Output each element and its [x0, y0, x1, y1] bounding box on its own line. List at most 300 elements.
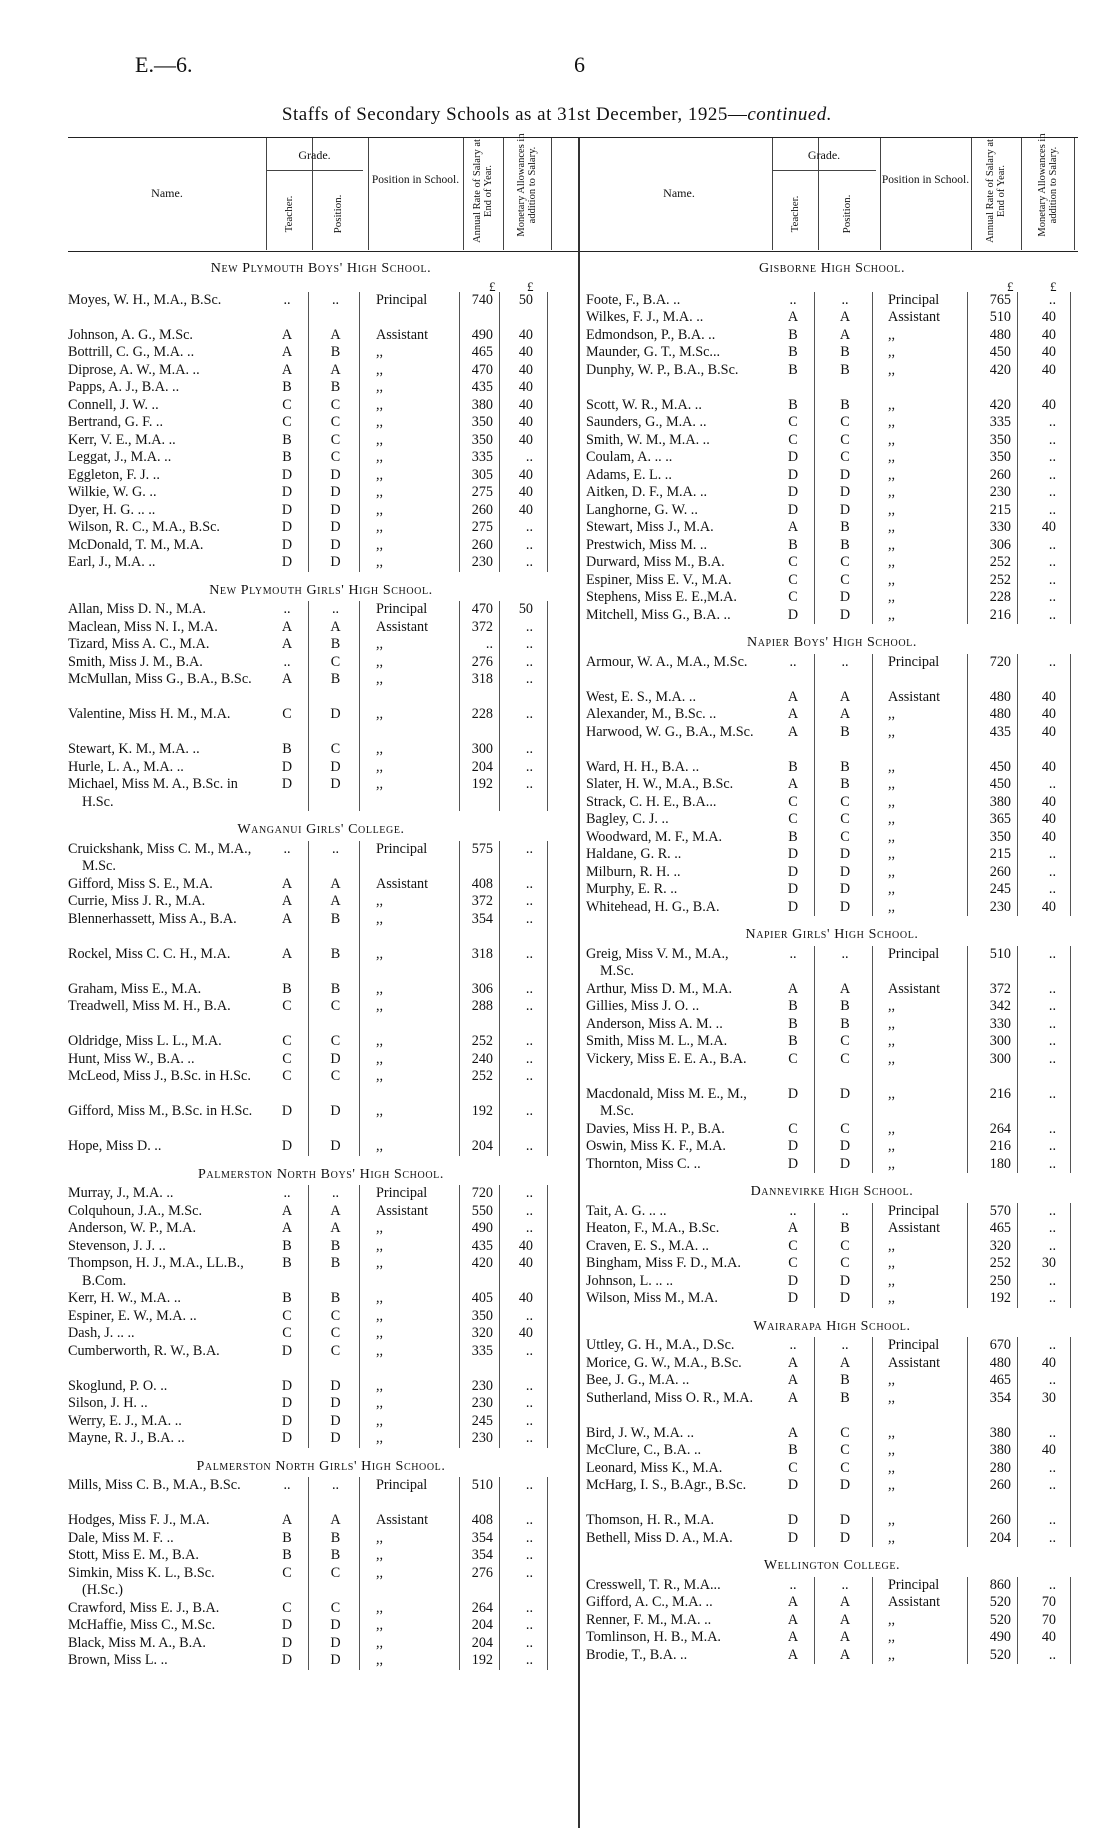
annual-salary: 300: [471, 741, 493, 757]
position-grade: D: [330, 1050, 341, 1067]
annual-salary: 252: [989, 1255, 1011, 1271]
position-grade: B: [840, 776, 850, 792]
staff-name: Mayne, R. J., B.A. ..: [68, 1430, 185, 1446]
annual-salary: 320: [989, 1237, 1011, 1254]
school-name: Wairarapa High School.: [753, 1318, 911, 1334]
right-header-divider: [971, 138, 972, 250]
school-position: ,,: [888, 846, 896, 862]
annual-salary: 252: [471, 1033, 493, 1049]
annual-salary: 204: [471, 1138, 493, 1154]
annual-salary: 306: [471, 980, 493, 997]
school-position: Assistant: [888, 980, 941, 997]
staff-row: [586, 1337, 1078, 1355]
position-grade: ..: [841, 1202, 849, 1219]
staff-row: [586, 654, 1078, 689]
position-grade: C: [330, 1033, 341, 1049]
staff-row: [586, 1086, 1078, 1121]
position-grade: B: [840, 1220, 850, 1236]
staff-name: Hurle, L. A., M.A. ..: [68, 758, 184, 775]
position-grade: C: [330, 741, 341, 757]
staff-name: Harwood, W. G., B.A., M.Sc.: [586, 723, 754, 740]
staff-name: Arthur, Miss D. M., M.A.: [586, 980, 733, 997]
monetary-allowance: 40: [1041, 706, 1056, 722]
position-grade: ..: [841, 1337, 849, 1353]
monetary-allowance: ..: [525, 998, 533, 1014]
school-position: ,,: [376, 1412, 384, 1429]
school-position: ,,: [888, 793, 896, 810]
teacher-grade: ..: [789, 653, 797, 670]
staff-row: [68, 1652, 574, 1670]
staff-name: Vickery, Miss E. E. A., B.A.: [586, 1050, 747, 1067]
staff-row: [68, 1185, 574, 1203]
position-grade: C: [840, 828, 850, 845]
teacher-grade: A: [281, 326, 293, 343]
school-name: Wanganui Girls' College.: [237, 822, 405, 837]
position-grade: D: [330, 519, 341, 535]
staff-name: Tait, A. G. .. ..: [586, 1202, 667, 1219]
school-position: ,,: [376, 910, 384, 927]
monetary-allowance: 40: [1041, 344, 1056, 360]
school-position: ,,: [888, 431, 896, 448]
monetary-allowance: 70: [1041, 1611, 1056, 1628]
teacher-grade: D: [787, 863, 799, 880]
position-grade: D: [330, 1138, 341, 1154]
annual-salary: 260: [989, 1512, 1011, 1528]
teacher-grade: D: [787, 1477, 799, 1493]
teacher-grade: ..: [283, 653, 291, 670]
left-allowance-header: Monetary Allowances in addition to Salary.: [516, 133, 538, 237]
staff-name: Skoglund, P. O. ..: [68, 1377, 168, 1394]
staff-row: [68, 344, 574, 362]
monetary-allowance: ..: [525, 840, 533, 857]
teacher-grade: B: [282, 1255, 292, 1271]
school-position: ,,: [376, 636, 384, 652]
annual-salary: 245: [471, 1412, 493, 1429]
staff-name: Michael, Miss M. A., B.Sc. in H.Sc.: [68, 776, 238, 810]
staff-row: [586, 899, 1078, 917]
school-position: ,,: [376, 554, 384, 570]
monetary-allowance: 40: [1041, 1442, 1056, 1458]
annual-salary: 570: [989, 1202, 1011, 1219]
teacher-grade: A: [787, 1389, 799, 1406]
annual-salary: 204: [989, 1529, 1011, 1546]
staff-row: [586, 292, 1078, 310]
school-position: ,,: [888, 361, 896, 378]
left-header-divider: [503, 138, 504, 250]
monetary-allowance: ..: [1048, 653, 1056, 670]
annual-salary: 335: [471, 449, 493, 465]
teacher-grade: D: [787, 449, 799, 465]
staff-row: [68, 484, 574, 502]
monetary-allowance: ..: [1048, 1050, 1056, 1067]
staff-row: [68, 1051, 574, 1069]
teacher-grade: D: [787, 1290, 799, 1306]
annual-salary: 720: [471, 1185, 493, 1201]
right-school-section: [586, 624, 1078, 916]
position-grade: B: [330, 1237, 341, 1254]
monetary-allowance: ..: [525, 893, 533, 909]
school-position: ,,: [888, 1389, 896, 1406]
school-position: ,,: [376, 980, 384, 997]
school-name: New Plymouth Boys' High School.: [210, 261, 432, 276]
annual-salary: 465: [471, 344, 493, 360]
staff-row: [586, 1460, 1078, 1478]
staff-name: Prestwich, Miss M. ..: [586, 536, 707, 553]
staff-name: Earl, J., M.A. ..: [68, 554, 156, 570]
staff-name: Bottrill, C. G., M.A. ..: [68, 344, 195, 360]
staff-name: Connell, J. W. ..: [68, 396, 159, 413]
school-position: ,,: [376, 671, 384, 687]
staff-row: [586, 1355, 1078, 1373]
position-grade: ..: [841, 945, 849, 962]
monetary-allowance: ..: [1048, 431, 1056, 448]
monetary-allowance: ..: [525, 875, 533, 892]
annual-salary: 480: [989, 706, 1011, 722]
staff-row: [68, 706, 574, 741]
monetary-allowance: ..: [1048, 1372, 1056, 1388]
monetary-allowance: ..: [525, 449, 533, 465]
position-grade: D: [839, 1477, 851, 1493]
annual-salary: 264: [471, 1599, 493, 1616]
staff-row: [586, 706, 1078, 724]
teacher-grade: A: [787, 1354, 799, 1371]
monetary-allowance: 40: [1041, 758, 1056, 775]
staff-row: [68, 601, 574, 619]
staff-name: West, E. S., M.A. ..: [586, 688, 696, 705]
teacher-grade: D: [281, 1395, 293, 1411]
annual-salary: 520: [989, 1611, 1011, 1628]
position-grade: B: [840, 361, 850, 378]
staff-name: McMullan, Miss G., B.A., B.Sc.: [68, 671, 252, 687]
staff-row: [586, 344, 1078, 362]
staff-row: [586, 1612, 1078, 1630]
school-position: ,,: [376, 1547, 384, 1563]
staff-name: Bertrand, G. F. ..: [68, 414, 164, 430]
staff-row: [68, 1635, 574, 1653]
school-position: ,,: [376, 758, 384, 775]
staff-name: Greig, Miss V. M., M.A., M.Sc.: [586, 945, 729, 979]
staff-name: Strack, C. H. E., B.A...: [586, 793, 717, 810]
position-grade: D: [330, 484, 341, 500]
staff-name: Coulam, A. .. ..: [586, 449, 673, 465]
staff-name: Haldane, G. R. ..: [586, 846, 682, 862]
annual-salary: 215: [989, 846, 1011, 862]
staff-row: [586, 1273, 1078, 1291]
teacher-grade: B: [282, 980, 292, 997]
teacher-grade: C: [788, 1237, 798, 1254]
position-grade: ..: [841, 1576, 849, 1593]
monetary-allowance: ..: [1048, 291, 1056, 308]
position-grade: C: [330, 1599, 341, 1616]
staff-row: [68, 467, 574, 485]
position-grade: B: [330, 980, 341, 997]
annual-salary: 354: [471, 1547, 493, 1563]
monetary-allowance: 40: [1041, 1354, 1056, 1371]
school-position: ,,: [376, 1103, 384, 1119]
position-grade: C: [840, 414, 850, 430]
monetary-allowance: ..: [1048, 945, 1056, 962]
annual-salary: 275: [471, 519, 493, 535]
school-position: Assistant: [376, 875, 429, 892]
school-position: ,,: [888, 1424, 896, 1441]
staff-row: [586, 1425, 1078, 1443]
annual-salary: 228: [989, 589, 1011, 605]
position-grade: D: [330, 1377, 341, 1394]
annual-salary: 252: [989, 571, 1011, 588]
staff-name: Tomlinson, H. B., M.A.: [586, 1629, 721, 1645]
annual-salary: 180: [989, 1155, 1011, 1172]
monetary-allowance: ..: [1048, 863, 1056, 880]
position-grade: D: [839, 501, 851, 518]
right-section-body: [586, 292, 1078, 625]
school-position: Assistant: [376, 1202, 429, 1219]
teacher-grade: D: [281, 1412, 293, 1429]
teacher-grade: D: [281, 1617, 293, 1633]
left-position-in-school-header: Position in School.: [371, 174, 460, 186]
annual-salary: 350: [989, 449, 1011, 465]
position-grade: B: [330, 344, 341, 360]
staff-name: Colquhoun, J.A., M.Sc.: [68, 1202, 203, 1219]
teacher-grade: A: [787, 519, 799, 535]
staff-name: Bingham, Miss F. D., M.A.: [586, 1255, 741, 1271]
left-position-header: Position.: [331, 194, 344, 234]
staff-row: [586, 1647, 1078, 1665]
position-grade: D: [839, 1155, 851, 1172]
staff-row: [68, 379, 574, 397]
teacher-grade: B: [282, 1290, 292, 1306]
staff-name: Maclean, Miss N. I., M.A.: [68, 618, 218, 635]
monetary-allowance: ..: [525, 1395, 533, 1411]
staff-name: Johnson, L. .. ..: [586, 1272, 674, 1289]
staff-name: McHaffie, Miss C., M.Sc.: [68, 1617, 216, 1633]
teacher-grade: A: [281, 910, 293, 927]
position-grade: D: [839, 484, 851, 500]
staff-row: [586, 1594, 1078, 1612]
school-position: ,,: [376, 945, 384, 962]
monetary-allowance: ..: [525, 1033, 533, 1049]
position-grade: C: [840, 1459, 850, 1476]
position-grade: D: [839, 1272, 851, 1289]
annual-salary: 204: [471, 1617, 493, 1633]
staff-row: [68, 554, 574, 572]
position-grade: A: [330, 1202, 341, 1219]
annual-salary: 510: [989, 309, 1011, 325]
annual-salary: 372: [471, 893, 493, 909]
monetary-allowance: ..: [525, 1068, 533, 1084]
title-continued: continued.: [747, 104, 833, 125]
monetary-allowance: ..: [1048, 1120, 1056, 1137]
staff-row: [68, 1600, 574, 1618]
staff-name: Wilkes, F. J., M.A. ..: [586, 309, 704, 325]
staff-row: [68, 1617, 574, 1635]
position-grade: C: [330, 1307, 341, 1324]
staff-row: [68, 1530, 574, 1548]
teacher-grade: D: [281, 776, 293, 792]
staff-name: Stevenson, J. J. ..: [68, 1237, 166, 1254]
annual-salary: 480: [989, 1354, 1011, 1371]
position-grade: C: [330, 1068, 341, 1084]
staff-name: Ward, H. H., B.A. ..: [586, 758, 700, 775]
position-grade: D: [839, 606, 851, 623]
teacher-grade: C: [788, 554, 798, 570]
annual-salary: 408: [471, 1512, 493, 1528]
monetary-allowance: ..: [525, 1547, 533, 1563]
staff-name: Oswin, Miss K. F., M.A.: [586, 1138, 726, 1154]
annual-salary: 192: [471, 776, 493, 792]
monetary-allowance: ..: [525, 1342, 533, 1359]
annual-salary: 354: [471, 910, 493, 927]
annual-salary: 480: [989, 688, 1011, 705]
staff-row: [586, 309, 1078, 327]
monetary-allowance: ..: [1048, 1202, 1056, 1219]
teacher-grade: D: [281, 1342, 293, 1359]
annual-salary: 450: [989, 344, 1011, 360]
position-grade: A: [330, 1220, 341, 1236]
staff-name: McLeod, Miss J., B.Sc. in H.Sc.: [68, 1068, 251, 1084]
school-position: ,,: [888, 536, 896, 553]
left-school-section: [68, 1448, 574, 1670]
school-position: ,,: [888, 776, 896, 792]
staff-row: [68, 1343, 574, 1378]
left-column: [68, 133, 574, 1670]
staff-row: [586, 981, 1078, 999]
position-grade: C: [840, 1033, 850, 1049]
staff-row: [586, 689, 1078, 707]
page-title: [0, 104, 1114, 126]
monetary-allowance: ..: [1048, 1576, 1056, 1593]
teacher-grade: C: [282, 1599, 292, 1616]
annual-salary: 230: [471, 1430, 493, 1446]
monetary-allowance: ..: [1048, 1220, 1056, 1236]
school-position: ,,: [888, 1015, 896, 1032]
teacher-grade: C: [282, 998, 292, 1014]
staff-name: Smith, Miss M. L., M.A.: [586, 1033, 728, 1049]
school-position: Principal: [376, 840, 428, 857]
monetary-allowance: ..: [1048, 1085, 1056, 1102]
monetary-allowance: ..: [525, 1103, 533, 1119]
left-name-header: Name.: [151, 186, 183, 200]
school-position: ,,: [888, 1050, 896, 1067]
staff-row: [68, 1220, 574, 1238]
staff-name: Leonard, Miss K., M.A.: [586, 1459, 723, 1476]
position-grade: C: [330, 431, 341, 448]
school-position: ,,: [888, 554, 896, 570]
staff-name: Dash, J. .. ..: [68, 1325, 135, 1341]
school-position: Principal: [376, 1185, 428, 1201]
position-grade: C: [330, 414, 341, 430]
school-position: Principal: [888, 1202, 940, 1219]
annual-salary: 350: [989, 828, 1011, 845]
teacher-grade: A: [787, 706, 799, 722]
position-grade: B: [840, 536, 850, 553]
school-position: ,,: [376, 484, 384, 500]
monetary-allowance: ..: [525, 1138, 533, 1154]
annual-salary: 465: [989, 1372, 1011, 1388]
teacher-grade: C: [788, 811, 798, 827]
monetary-allowance: ..: [1048, 1272, 1056, 1289]
school-position: ,,: [888, 706, 896, 722]
monetary-allowance: ..: [1048, 466, 1056, 483]
monetary-allowance: ..: [1048, 414, 1056, 430]
teacher-grade: D: [281, 501, 293, 518]
staff-row: [68, 1238, 574, 1256]
staff-row: [68, 414, 574, 432]
monetary-allowance: ..: [525, 1050, 533, 1067]
staff-name: Gillies, Miss J. O. ..: [586, 998, 700, 1014]
staff-name: Kerr, V. E., M.A. ..: [68, 431, 176, 448]
monetary-allowance: 40: [518, 344, 533, 360]
staff-name: Davies, Miss H. P., B.A.: [586, 1120, 725, 1137]
teacher-grade: C: [282, 706, 292, 722]
school-position: ,,: [376, 449, 384, 465]
left-header-divider: [551, 138, 552, 250]
teacher-grade: C: [282, 1325, 292, 1341]
school-position: ,,: [888, 1290, 896, 1306]
currency-units-row: [586, 278, 1078, 292]
staff-name: Slater, H. W., M.A., B.Sc.: [586, 776, 734, 792]
teacher-grade: A: [281, 893, 293, 909]
staff-name: Bee, J. G., M.A. ..: [586, 1372, 690, 1388]
monetary-allowance: 40: [518, 414, 533, 430]
teacher-grade: D: [281, 1634, 293, 1651]
staff-row: [68, 519, 574, 537]
allowance-unit: £: [1050, 278, 1057, 294]
monetary-allowance: ..: [1048, 1138, 1056, 1154]
position-grade: C: [330, 449, 341, 465]
school-position: Assistant: [888, 688, 941, 705]
position-grade: D: [330, 1634, 341, 1651]
school-position: Assistant: [888, 1354, 941, 1371]
annual-salary: 320: [471, 1325, 493, 1341]
monetary-allowance: ..: [1048, 998, 1056, 1014]
staff-name: Saunders, G., M.A. ..: [586, 414, 707, 430]
teacher-grade: A: [281, 636, 293, 652]
teacher-grade: A: [787, 1424, 799, 1441]
monetary-allowance: ..: [525, 1617, 533, 1633]
annual-salary: 264: [989, 1120, 1011, 1137]
annual-salary: 276: [471, 1564, 493, 1581]
staff-name: Gifford, Miss M., B.Sc. in H.Sc.: [68, 1103, 253, 1119]
staff-row: [586, 1033, 1078, 1051]
teacher-grade: C: [282, 1307, 292, 1324]
monetary-allowance: ..: [1048, 1477, 1056, 1493]
school-position: ,,: [376, 1068, 384, 1084]
teacher-grade: D: [281, 536, 293, 553]
monetary-allowance: 40: [518, 396, 533, 413]
position-grade: C: [840, 449, 850, 465]
staff-name: Anderson, Miss A. M. ..: [586, 1015, 723, 1032]
monetary-allowance: 40: [1041, 309, 1056, 325]
right-section-body: [586, 946, 1078, 1174]
staff-name: McClure, C., B.A. ..: [586, 1442, 702, 1458]
teacher-grade: D: [787, 501, 799, 518]
position-grade: C: [330, 396, 341, 413]
school-position: ,,: [888, 1459, 896, 1476]
teacher-grade: C: [282, 1068, 292, 1084]
staff-name: Hope, Miss D. ..: [68, 1138, 162, 1154]
annual-salary: 420: [471, 1255, 493, 1271]
right-school-section: [586, 1173, 1078, 1308]
school-position: ,,: [376, 536, 384, 553]
school-position: ,,: [888, 881, 896, 897]
staff-row: [586, 759, 1078, 777]
staff-name: Murray, J., M.A. ..: [68, 1185, 174, 1201]
school-name: Palmerston North Boys' High School.: [198, 1166, 444, 1182]
staff-row: [68, 776, 574, 811]
school-position: ,,: [888, 1237, 896, 1254]
annual-salary: 342: [989, 998, 1011, 1014]
monetary-allowance: 40: [1041, 519, 1056, 535]
